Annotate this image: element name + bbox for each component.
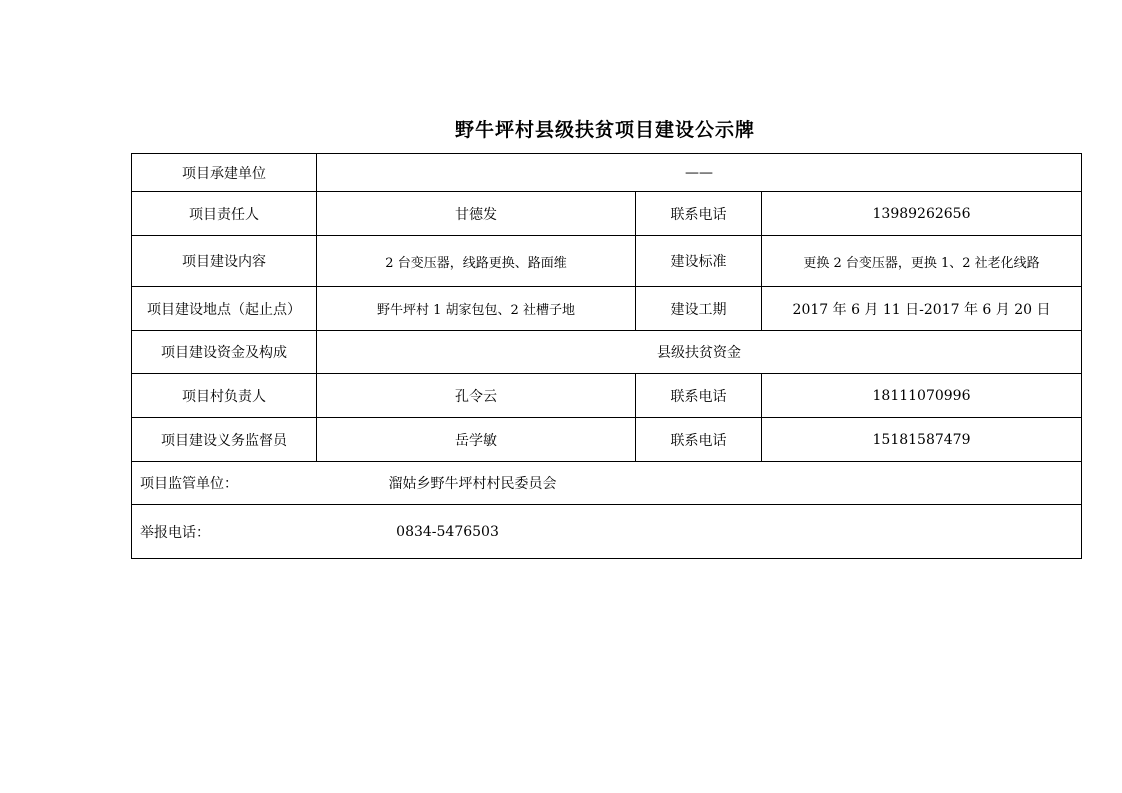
report-phone-cell xyxy=(132,505,1082,559)
undertaker-label: 项目承建单位 xyxy=(132,154,317,192)
supervisor-phone: 15181587479 xyxy=(762,418,1082,462)
page-title: 野牛坪村县级扶贫项目建设公示牌 xyxy=(454,119,755,141)
funds-value: 县级扶贫资金 xyxy=(317,331,1082,374)
supervisor-value: 岳学敏 xyxy=(317,418,636,462)
responsible-phone: 13989262656 xyxy=(762,192,1082,236)
village-leader-label: 项目村负责人 xyxy=(132,374,317,418)
table-row-oversight-unit xyxy=(132,462,1082,505)
responsible-phone-label: 联系电话 xyxy=(636,192,762,236)
oversight-unit-value: 溜姑乡野牛坪村村民委员会 xyxy=(388,476,557,492)
responsible-label: 项目责任人 xyxy=(132,192,317,236)
responsible-value: 甘德发 xyxy=(317,192,636,236)
undertaker-value xyxy=(317,154,1082,192)
village-leader-value: 孔令云 xyxy=(317,374,636,418)
content-value: 2 台变压器，线路更换、路面维 xyxy=(317,236,636,287)
table-row-report-phone xyxy=(132,505,1082,559)
table-row-village-leader xyxy=(132,374,1082,418)
period-label: 建设工期 xyxy=(636,287,762,331)
report-phone-label: 举报电话： xyxy=(140,524,210,541)
table-row-responsible xyxy=(132,192,1082,236)
oversight-unit-cell xyxy=(132,462,1082,505)
funds-label: 项目建设资金及构成 xyxy=(132,331,317,374)
disclosure-table xyxy=(131,153,1082,559)
location-value: 野牛坪村 1 胡家包包、2 社槽子地 xyxy=(317,287,636,331)
village-leader-phone-label: 联系电话 xyxy=(636,374,762,418)
content-label: 项目建设内容 xyxy=(132,236,317,287)
village-leader-phone: 18111070996 xyxy=(762,374,1082,418)
standard-value: 更换 2 台变压器，更换 1、2 社老化线路 xyxy=(762,236,1082,287)
location-label: 项目建设地点（起止点） xyxy=(132,287,317,331)
table-row-undertaker xyxy=(132,154,1082,192)
report-phone-value: 0834-5476503 xyxy=(396,523,499,540)
undertaker-dash: —— xyxy=(685,164,714,181)
supervisor-phone-label: 联系电话 xyxy=(636,418,762,462)
table-row-content xyxy=(132,236,1082,287)
supervisor-label: 项目建设义务监督员 xyxy=(132,418,317,462)
table-row-funds xyxy=(132,331,1082,374)
period-value: 2017 年 6 月 11 日-2017 年 6 月 20 日 xyxy=(762,287,1082,331)
table-row-supervisor xyxy=(132,418,1082,462)
oversight-unit-label: 项目监管单位： xyxy=(140,476,238,492)
standard-label: 建设标准 xyxy=(636,236,762,287)
table-row-location xyxy=(132,287,1082,331)
